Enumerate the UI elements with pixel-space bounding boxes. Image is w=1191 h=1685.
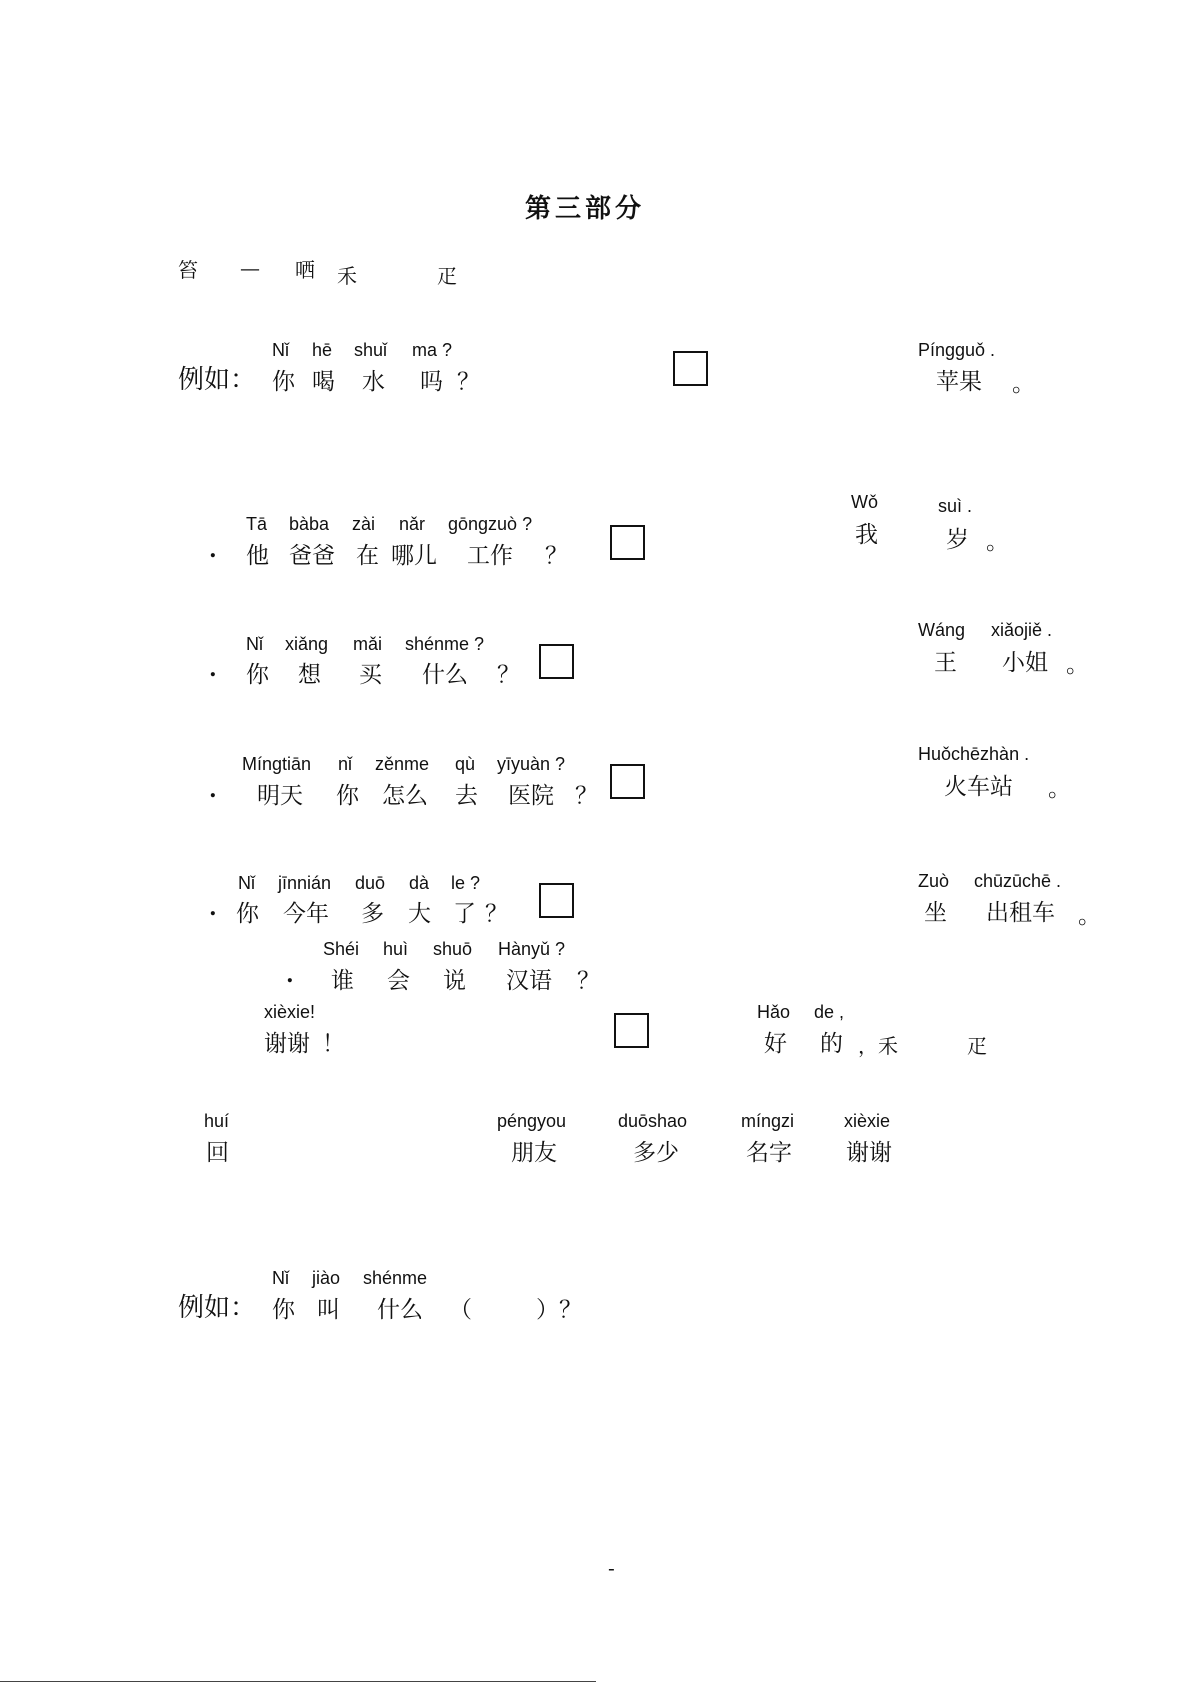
hanzi: 多少 bbox=[633, 1140, 679, 1166]
hanzi: ？ bbox=[577, 968, 600, 994]
hanzi: 你 bbox=[246, 662, 269, 688]
answer-box[interactable] bbox=[614, 1013, 649, 1048]
hanzi: ）？ bbox=[536, 1297, 582, 1323]
hanzi: 吗 bbox=[420, 369, 443, 395]
hanzi: 去 bbox=[455, 783, 478, 809]
hanzi: 谢谢 bbox=[846, 1140, 892, 1166]
hanzi: 的 bbox=[820, 1031, 843, 1057]
hanzi: 怎么 bbox=[382, 783, 428, 809]
hanzi: 医院 bbox=[508, 783, 554, 809]
pinyin: le ? bbox=[451, 873, 481, 893]
instruction-fragment: 禾 bbox=[337, 264, 357, 288]
instruction-fragment: 疋 bbox=[967, 1034, 987, 1058]
hanzi: 在 bbox=[356, 543, 379, 569]
question-bullet: . bbox=[209, 895, 217, 921]
example-label: 例如： bbox=[178, 1293, 257, 1323]
pinyin: míngzi bbox=[741, 1111, 795, 1131]
hanzi: 小姐 bbox=[1002, 650, 1048, 676]
hanzi: （ bbox=[449, 1297, 472, 1323]
answer-box[interactable] bbox=[539, 644, 574, 679]
hanzi: 王 bbox=[934, 650, 957, 676]
hanzi: 水 bbox=[362, 369, 385, 395]
footer-divider bbox=[0, 1681, 596, 1682]
hanzi: 了 bbox=[453, 901, 476, 927]
hanzi: 名字 bbox=[746, 1140, 792, 1166]
pinyin: Nǐ bbox=[238, 873, 255, 893]
question-bullet: . bbox=[286, 962, 294, 988]
hanzi: 坐 bbox=[924, 900, 947, 926]
pinyin: Shéi bbox=[323, 939, 360, 959]
pinyin: shuō bbox=[433, 939, 473, 959]
pinyin: dà bbox=[409, 873, 430, 893]
hanzi: 喝 bbox=[312, 369, 335, 395]
hanzi: ！ bbox=[322, 1031, 345, 1057]
pinyin: Wǒ bbox=[851, 492, 878, 512]
hanzi: 他 bbox=[246, 543, 269, 569]
hanzi: 今年 bbox=[283, 901, 329, 927]
hanzi: 你 bbox=[272, 369, 295, 395]
pinyin: Nǐ bbox=[246, 634, 263, 654]
hanzi: 苹果 bbox=[936, 369, 982, 395]
hanzi: 我 bbox=[855, 522, 878, 548]
hanzi: 火车站 bbox=[944, 774, 1013, 800]
pinyin: nǎr bbox=[399, 514, 426, 534]
pinyin: jiào bbox=[312, 1268, 341, 1288]
hanzi: 你 bbox=[236, 901, 259, 927]
pinyin: Wáng bbox=[918, 620, 966, 640]
hanzi: 出租车 bbox=[986, 900, 1055, 926]
question-bullet: . bbox=[209, 777, 217, 803]
pinyin: huí bbox=[204, 1111, 230, 1131]
answer-box[interactable] bbox=[673, 351, 708, 386]
pinyin: xièxie! bbox=[264, 1002, 316, 1022]
pinyin: Nǐ bbox=[272, 340, 289, 360]
hanzi: 你 bbox=[336, 783, 359, 809]
hanzi: 哪儿 bbox=[391, 543, 437, 569]
pinyin: mǎi bbox=[353, 634, 383, 654]
hanzi: 汉语 bbox=[506, 968, 552, 994]
hanzi: 谢谢 bbox=[264, 1031, 310, 1057]
example-label: 例如： bbox=[178, 365, 257, 395]
pinyin: shuǐ bbox=[354, 340, 388, 360]
pinyin: suì . bbox=[938, 496, 973, 516]
pinyin: xiǎng bbox=[285, 634, 329, 654]
pinyin: duō bbox=[355, 873, 386, 893]
pinyin: zài bbox=[352, 514, 376, 534]
hanzi: 。 bbox=[986, 529, 1009, 555]
pinyin: qù bbox=[455, 754, 476, 774]
hanzi: 明天 bbox=[257, 783, 303, 809]
pinyin: Tā bbox=[246, 514, 268, 534]
hanzi: 朋友 bbox=[511, 1140, 557, 1166]
pinyin: Zuò bbox=[918, 871, 950, 891]
answer-box[interactable] bbox=[610, 525, 645, 560]
hanzi: 想 bbox=[298, 662, 321, 688]
pinyin: jīnnián bbox=[278, 873, 332, 893]
hanzi: 谁 bbox=[331, 968, 354, 994]
hanzi: 。 bbox=[1012, 371, 1035, 397]
pinyin: Nǐ bbox=[272, 1268, 289, 1288]
pinyin: shénme ? bbox=[405, 634, 485, 654]
pinyin: Hànyǔ ? bbox=[498, 939, 566, 959]
hanzi: 会 bbox=[387, 968, 410, 994]
pinyin: xiǎojiě . bbox=[991, 620, 1053, 640]
hanzi: 爸爸 bbox=[289, 543, 335, 569]
hanzi: 。 bbox=[1066, 652, 1089, 678]
answer-box[interactable] bbox=[610, 764, 645, 799]
pinyin: duōshao bbox=[618, 1111, 688, 1131]
instruction-fragment: 笞 bbox=[178, 258, 198, 282]
instruction-fragment: ，禾 bbox=[858, 1034, 898, 1058]
pinyin: Míngtiān bbox=[242, 754, 312, 774]
hanzi: 多 bbox=[361, 901, 384, 927]
hanzi: 工作 bbox=[467, 543, 513, 569]
hanzi: 叫 bbox=[317, 1297, 340, 1323]
hanzi: 说 bbox=[443, 968, 466, 994]
hanzi: 。 bbox=[1078, 903, 1101, 929]
hanzi: 你 bbox=[272, 1297, 295, 1323]
pinyin: xièxie bbox=[844, 1111, 891, 1131]
page-number: - bbox=[608, 1556, 615, 1580]
pinyin: hē bbox=[312, 340, 333, 360]
pinyin: yīyuàn ? bbox=[497, 754, 566, 774]
hanzi: 回 bbox=[206, 1140, 229, 1166]
hanzi: ？ bbox=[575, 783, 598, 809]
hanzi: ？ bbox=[497, 662, 520, 688]
instruction-fragment: 哂 bbox=[295, 258, 315, 282]
pinyin: de , bbox=[814, 1002, 845, 1022]
hanzi: 什么 bbox=[377, 1297, 423, 1323]
pinyin: ma ? bbox=[412, 340, 453, 360]
instruction-fragment: — bbox=[240, 256, 260, 280]
answer-box[interactable] bbox=[539, 883, 574, 918]
question-bullet: . bbox=[209, 537, 217, 563]
pinyin: Píngguǒ . bbox=[918, 340, 996, 360]
pinyin: huì bbox=[383, 939, 409, 959]
pinyin: zěnme bbox=[375, 754, 430, 774]
instruction-fragment: 疋 bbox=[437, 264, 457, 288]
hanzi: 。 bbox=[1048, 776, 1071, 802]
hanzi: 大 bbox=[408, 901, 431, 927]
pinyin: Hǎo bbox=[757, 1002, 791, 1022]
page-title: 第三部分 bbox=[525, 194, 646, 224]
pinyin: bàba bbox=[289, 514, 330, 534]
hanzi: 买 bbox=[359, 662, 382, 688]
pinyin: shénme bbox=[363, 1268, 428, 1288]
question-bullet: . bbox=[209, 656, 217, 682]
pinyin: Huǒchēzhàn . bbox=[918, 744, 1030, 764]
hanzi: ？ bbox=[457, 369, 480, 395]
pinyin: péngyou bbox=[497, 1111, 567, 1131]
pinyin: nǐ bbox=[338, 754, 353, 774]
pinyin: gōngzuò ? bbox=[448, 514, 533, 534]
hanzi: ？ bbox=[485, 901, 508, 927]
hanzi: 好 bbox=[764, 1031, 787, 1057]
hanzi: ？ bbox=[545, 543, 568, 569]
hanzi: 岁 bbox=[946, 527, 969, 553]
pinyin: chūzūchē . bbox=[974, 871, 1062, 891]
hanzi: 什么 bbox=[422, 662, 468, 688]
